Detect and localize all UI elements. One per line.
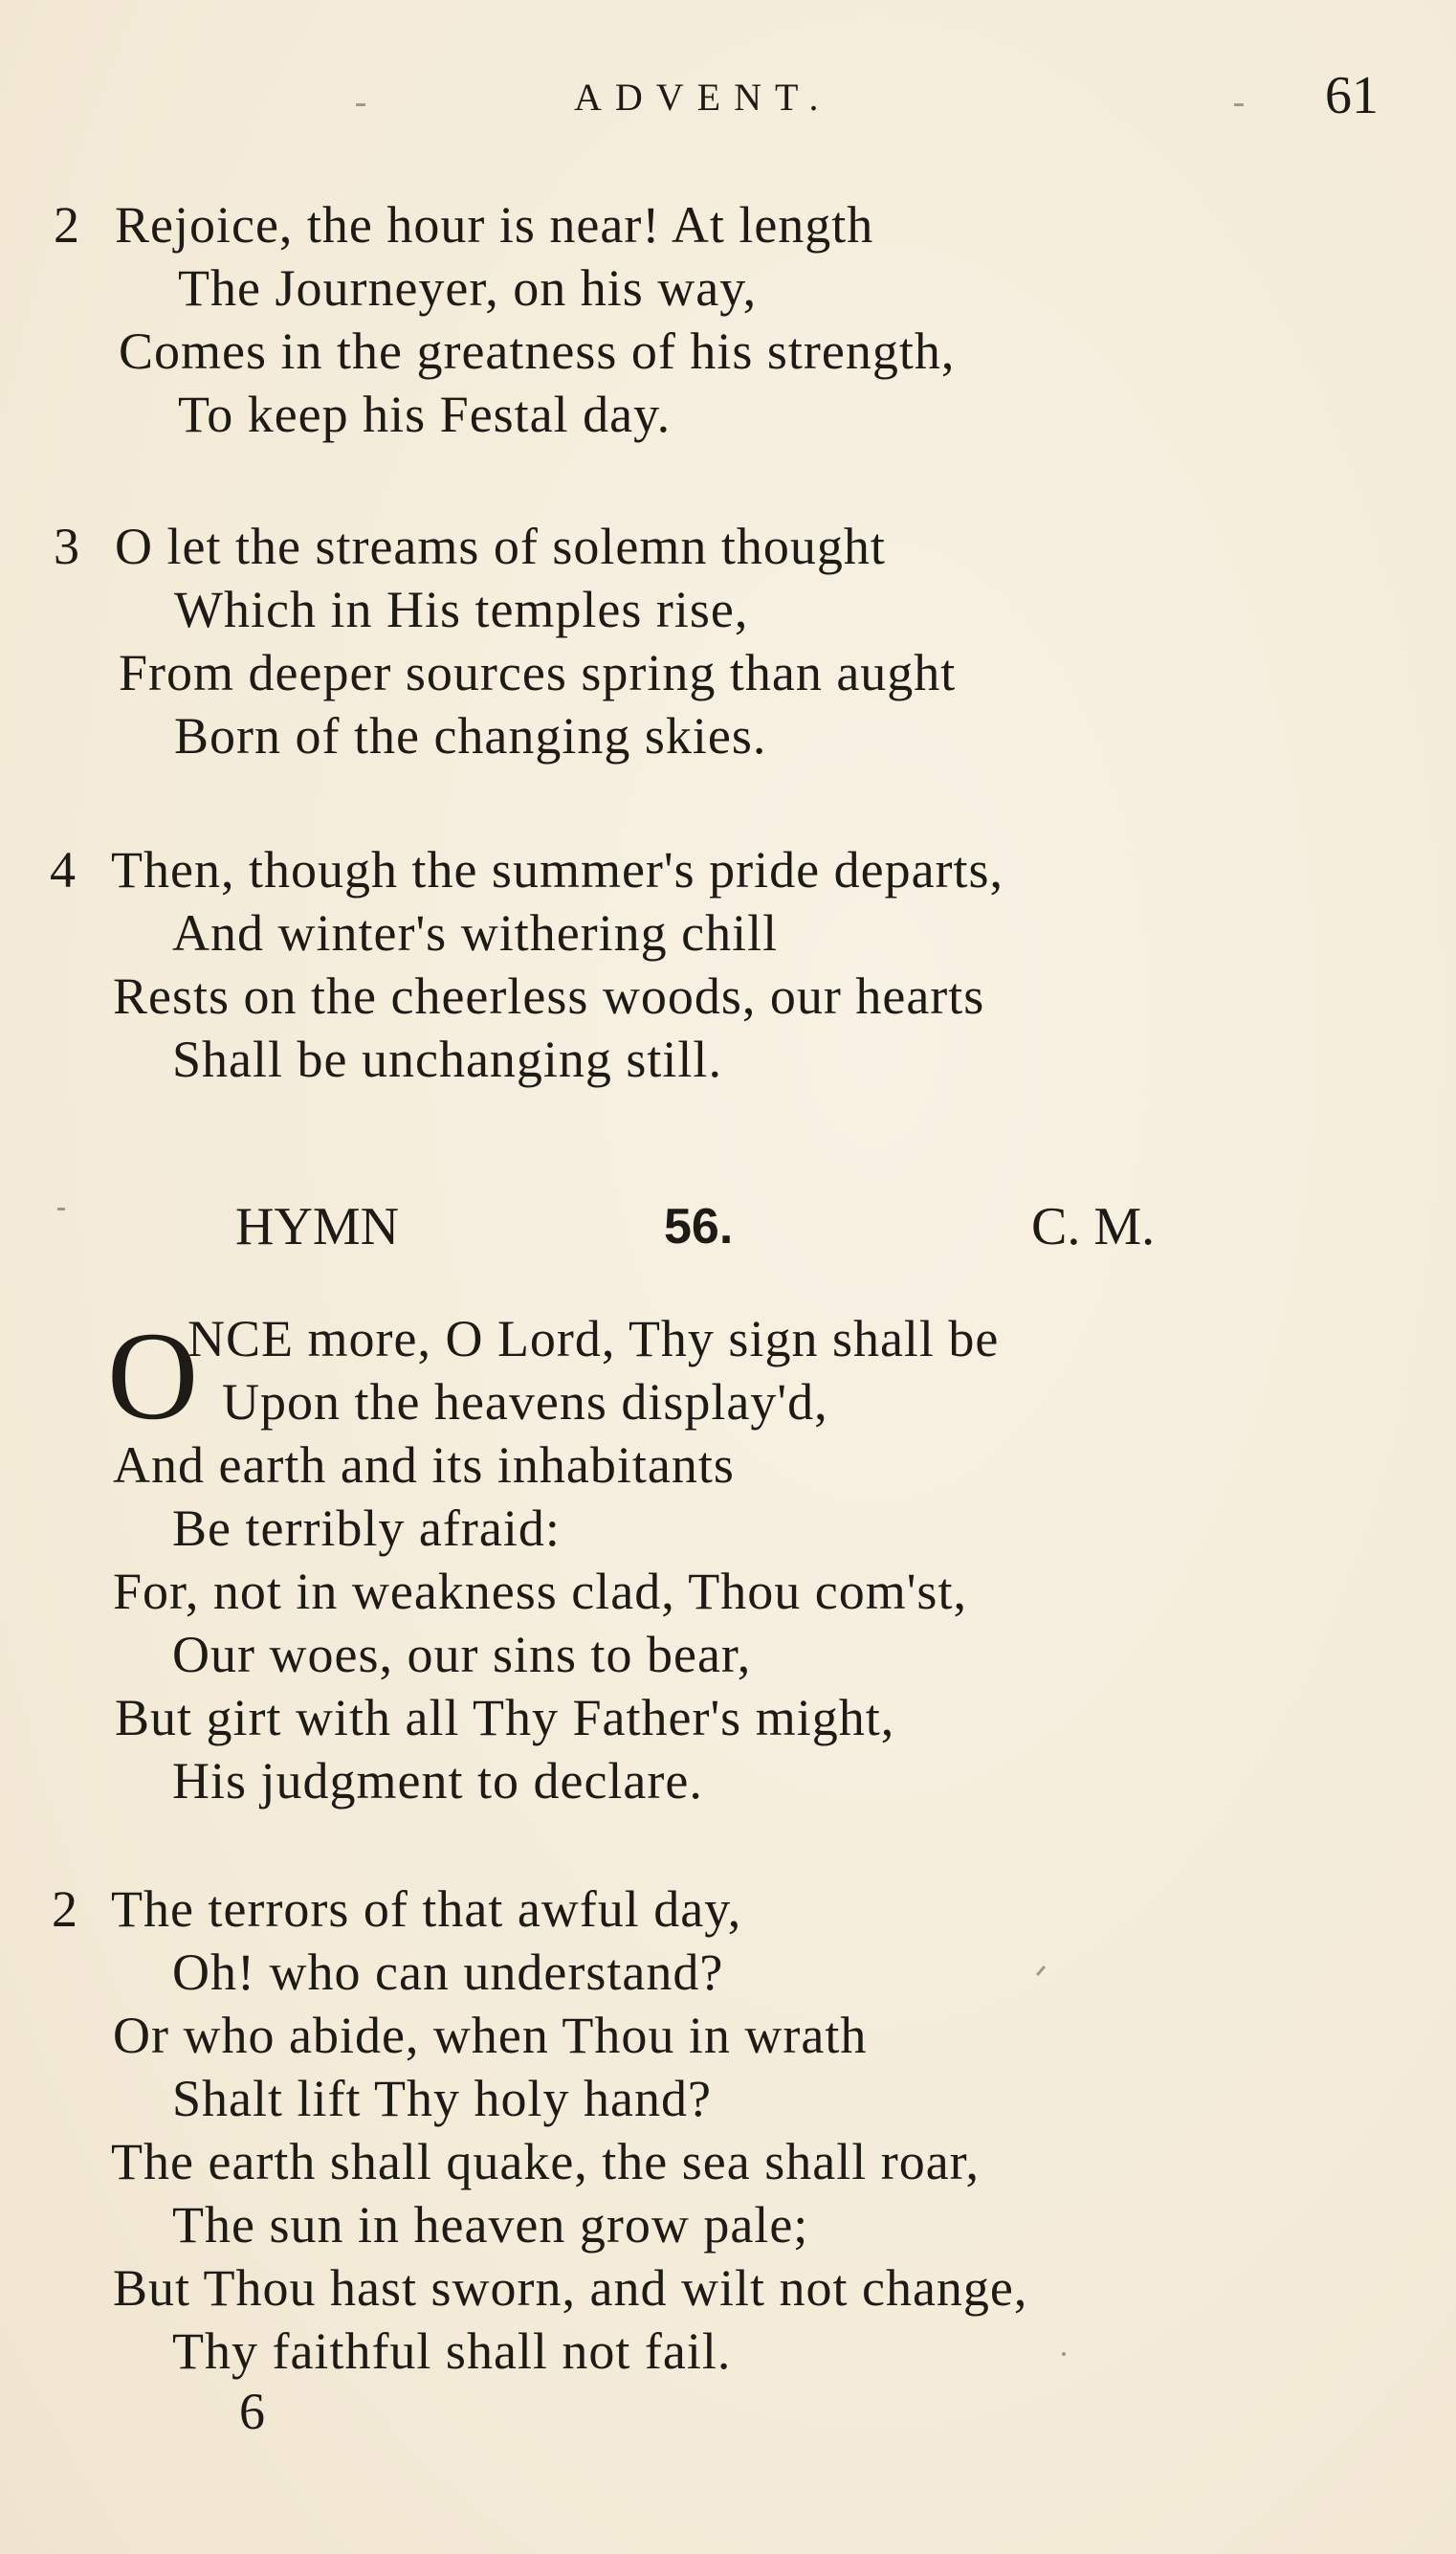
verse-line: The sun in heaven grow pale; — [172, 2196, 809, 2254]
verse-line: And winter's withering chill — [172, 904, 779, 962]
verse-line: And earth and its inhabitants — [113, 1436, 735, 1494]
verse-line: Comes in the greatness of his strength, — [119, 322, 956, 380]
verse-line: Upon the heavens display'd, — [222, 1373, 828, 1431]
verse-line: Rejoice, the hour is near! At length — [115, 196, 874, 254]
verse-line: To keep his Festal day. — [178, 386, 672, 443]
verse-line: But Thou hast sworn, and wilt not change, — [113, 2259, 1028, 2317]
verse-line: Or who abide, when Thou in wrath — [113, 2007, 868, 2064]
hymn-number: 56. — [664, 1199, 734, 1255]
verse-line: Thy faithful shall not fail. — [172, 2322, 732, 2380]
ink-speck — [1062, 2352, 1066, 2356]
running-head: ADVENT. — [574, 76, 832, 119]
stanza-number: 4 — [50, 841, 76, 899]
verse-line: For, not in weakness clad, Thou com'st, — [113, 1563, 967, 1620]
drop-cap: O — [107, 1305, 199, 1446]
ink-speck — [1036, 1965, 1046, 1976]
verse-line: Our woes, our sins to bear, — [172, 1626, 752, 1683]
verse-line: The earth shall quake, the sea shall roar, — [111, 2133, 980, 2190]
verse-line: NCE more, O Lord, Thy sign shall be — [188, 1310, 1000, 1367]
verse-line: Shalt lift Thy holy hand? — [172, 2070, 712, 2127]
hymn-label: HYMN — [235, 1197, 400, 1256]
verse-line: From deeper sources spring than aught — [119, 644, 957, 701]
stanza-number: 2 — [54, 196, 79, 254]
hymn-meter: C. M. — [1031, 1197, 1156, 1256]
verse-line: O let the streams of solemn thought — [115, 518, 886, 575]
verse-line: But girt with all Thy Father's might, — [115, 1689, 895, 1746]
verse-line: Then, though the summer's pride departs, — [111, 841, 1004, 899]
page-number: 61 — [1325, 66, 1379, 125]
stanza-number: 2 — [52, 1880, 77, 1938]
verse-line: The terrors of that awful day, — [111, 1880, 742, 1938]
decorative-dash — [1234, 103, 1244, 106]
verse-line: His judgment to declare. — [172, 1752, 703, 1810]
verse-line: Which in His temples rise, — [174, 581, 749, 638]
decorative-dash — [57, 1208, 65, 1210]
verse-line: Born of the changing skies. — [174, 707, 767, 765]
verse-line: Rests on the cheerless woods, our hearts — [113, 967, 985, 1025]
verse-line: Be terribly afraid: — [172, 1499, 561, 1557]
decorative-dash — [356, 103, 365, 106]
verse-line: The Journeyer, on his way, — [178, 259, 758, 317]
signature-mark: 6 — [239, 2383, 265, 2440]
stanza-number: 3 — [54, 518, 79, 575]
verse-line: Oh! who can understand? — [172, 1943, 724, 2001]
verse-line: Shall be unchanging still. — [172, 1031, 722, 1088]
